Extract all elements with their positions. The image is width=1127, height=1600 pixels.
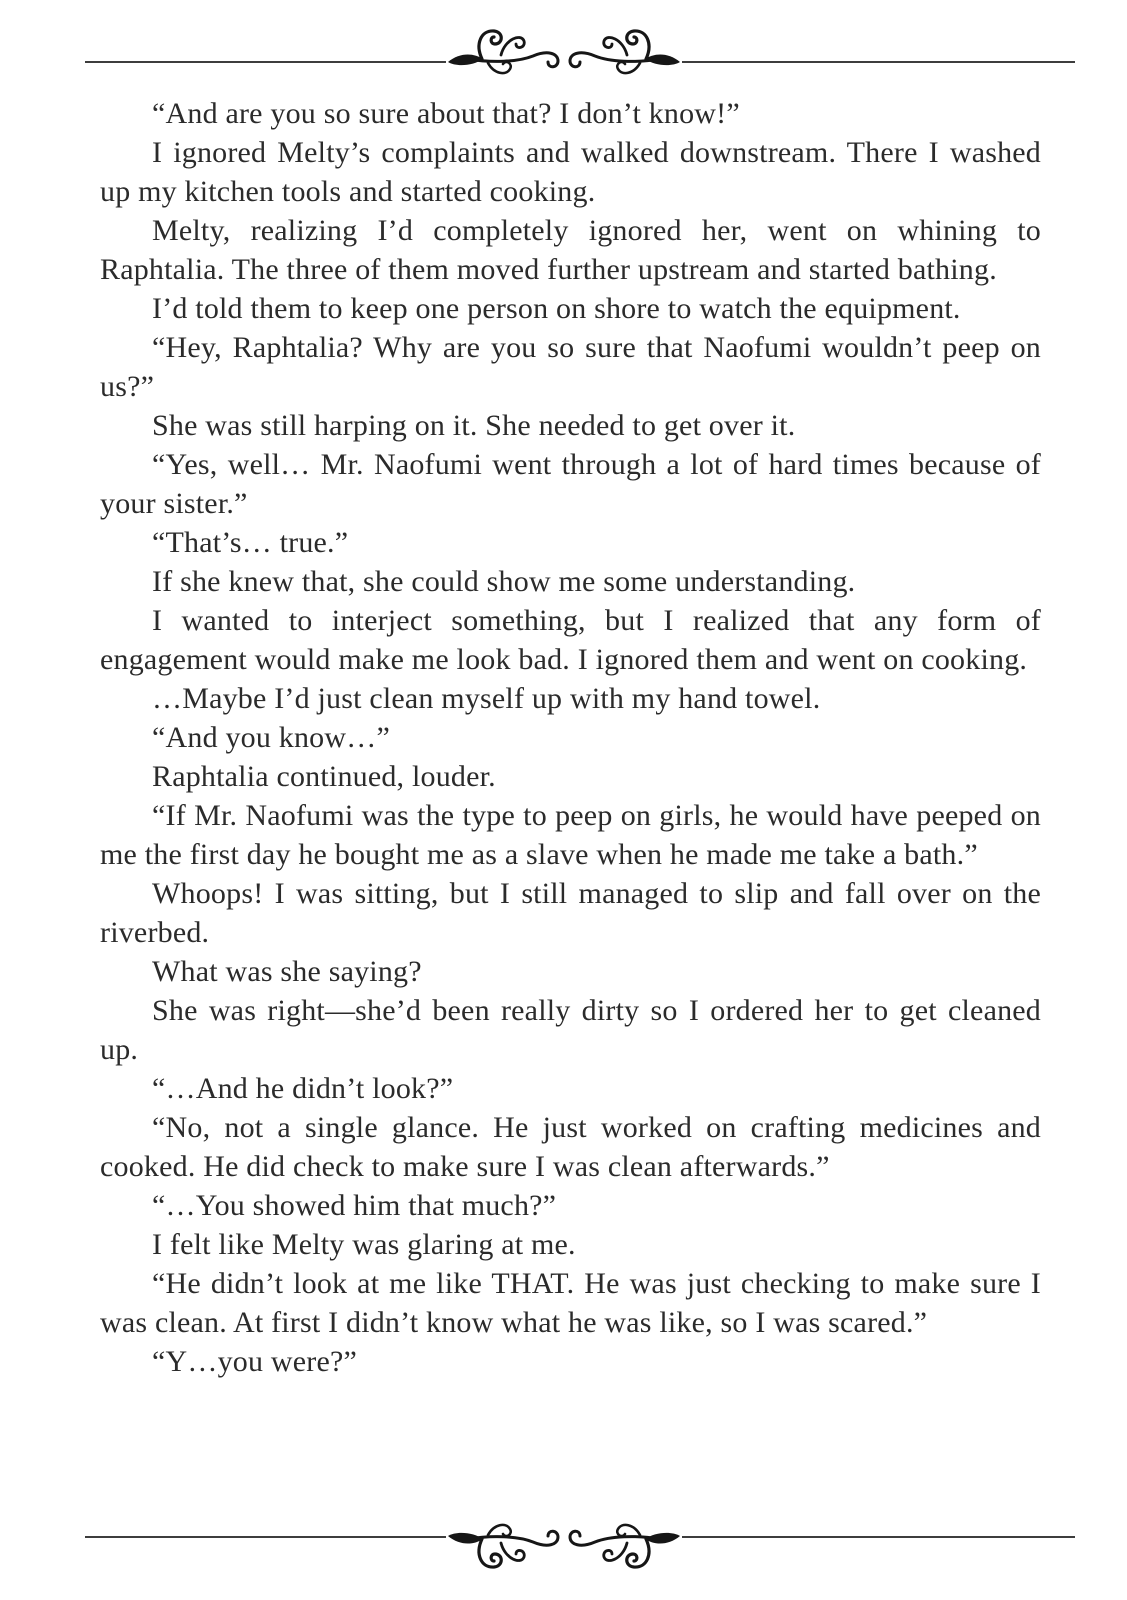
paragraph: She was right—she’d been really dirty so I ordered her to get cleaned up. [100, 994, 1041, 1066]
paragraph: I’d told them to keep one person on shore to watch the equipment. [152, 292, 961, 325]
flourish-ornament-icon [446, 1506, 682, 1576]
paragraph: …Maybe I’d just clean myself up with my hand towel. [152, 682, 821, 715]
paragraph: I felt like Melty was glaring at me. [152, 1228, 576, 1261]
paragraph: “That’s… true.” [152, 526, 349, 559]
paragraph: I ignored Melty’s complaints and walked downstream. There I washed up my kitchen tools and started cooking. [100, 136, 1041, 208]
paragraph: “If Mr. Naofumi was the type to peep on girls, he would have peeped on me the first day he bought me as a slave when he made me take a bath.” [100, 799, 1041, 871]
paragraph: She was still harping on it. She needed to get over it. [152, 409, 796, 442]
flourish-ornament-icon [446, 22, 682, 92]
paragraph: “Hey, Raphtalia? Why are you so sure that Naofumi wouldn’t peep on us?” [100, 331, 1041, 403]
page-text [100, 94, 1041, 1381]
top-ornament [446, 22, 682, 92]
paragraph: “Y…you were?” [152, 1345, 357, 1378]
paragraph: Raphtalia continued, louder. [152, 760, 496, 793]
paragraph: “Yes, well… Mr. Naofumi went through a lot of hard times because of your sister.” [100, 448, 1041, 520]
paragraph: “…And he didn’t look?” [152, 1072, 454, 1105]
paragraph: “No, not a single glance. He just worked on crafting medicines and cooked. He did check to make sure I was clean afterwards.” [100, 1111, 1041, 1183]
paragraph: “And are you so sure about that? I don’t know!” [152, 97, 740, 130]
bottom-ornament [446, 1506, 682, 1576]
paragraph: “…You showed him that much?” [152, 1189, 557, 1222]
paragraph: Whoops! I was sitting, but I still managed to slip and fall over on the riverbed. [100, 877, 1041, 949]
paragraph: I wanted to interject something, but I realized that any form of engagement would make me look bad. I ignored them and went on cooking. [100, 604, 1041, 676]
paragraph: What was she saying? [152, 955, 422, 988]
paragraph: “And you know…” [152, 721, 390, 754]
paragraph: “He didn’t look at me like THAT. He was just checking to make sure I was clean. At first I didn’t know what he was like, so I was scared.” [100, 1267, 1041, 1339]
paragraph: If she knew that, she could show me some understanding. [152, 565, 856, 598]
paragraph: Melty, realizing I’d completely ignored her, went on whining to Raphtalia. The three of them moved further upstream and started bathing. [100, 214, 1041, 286]
